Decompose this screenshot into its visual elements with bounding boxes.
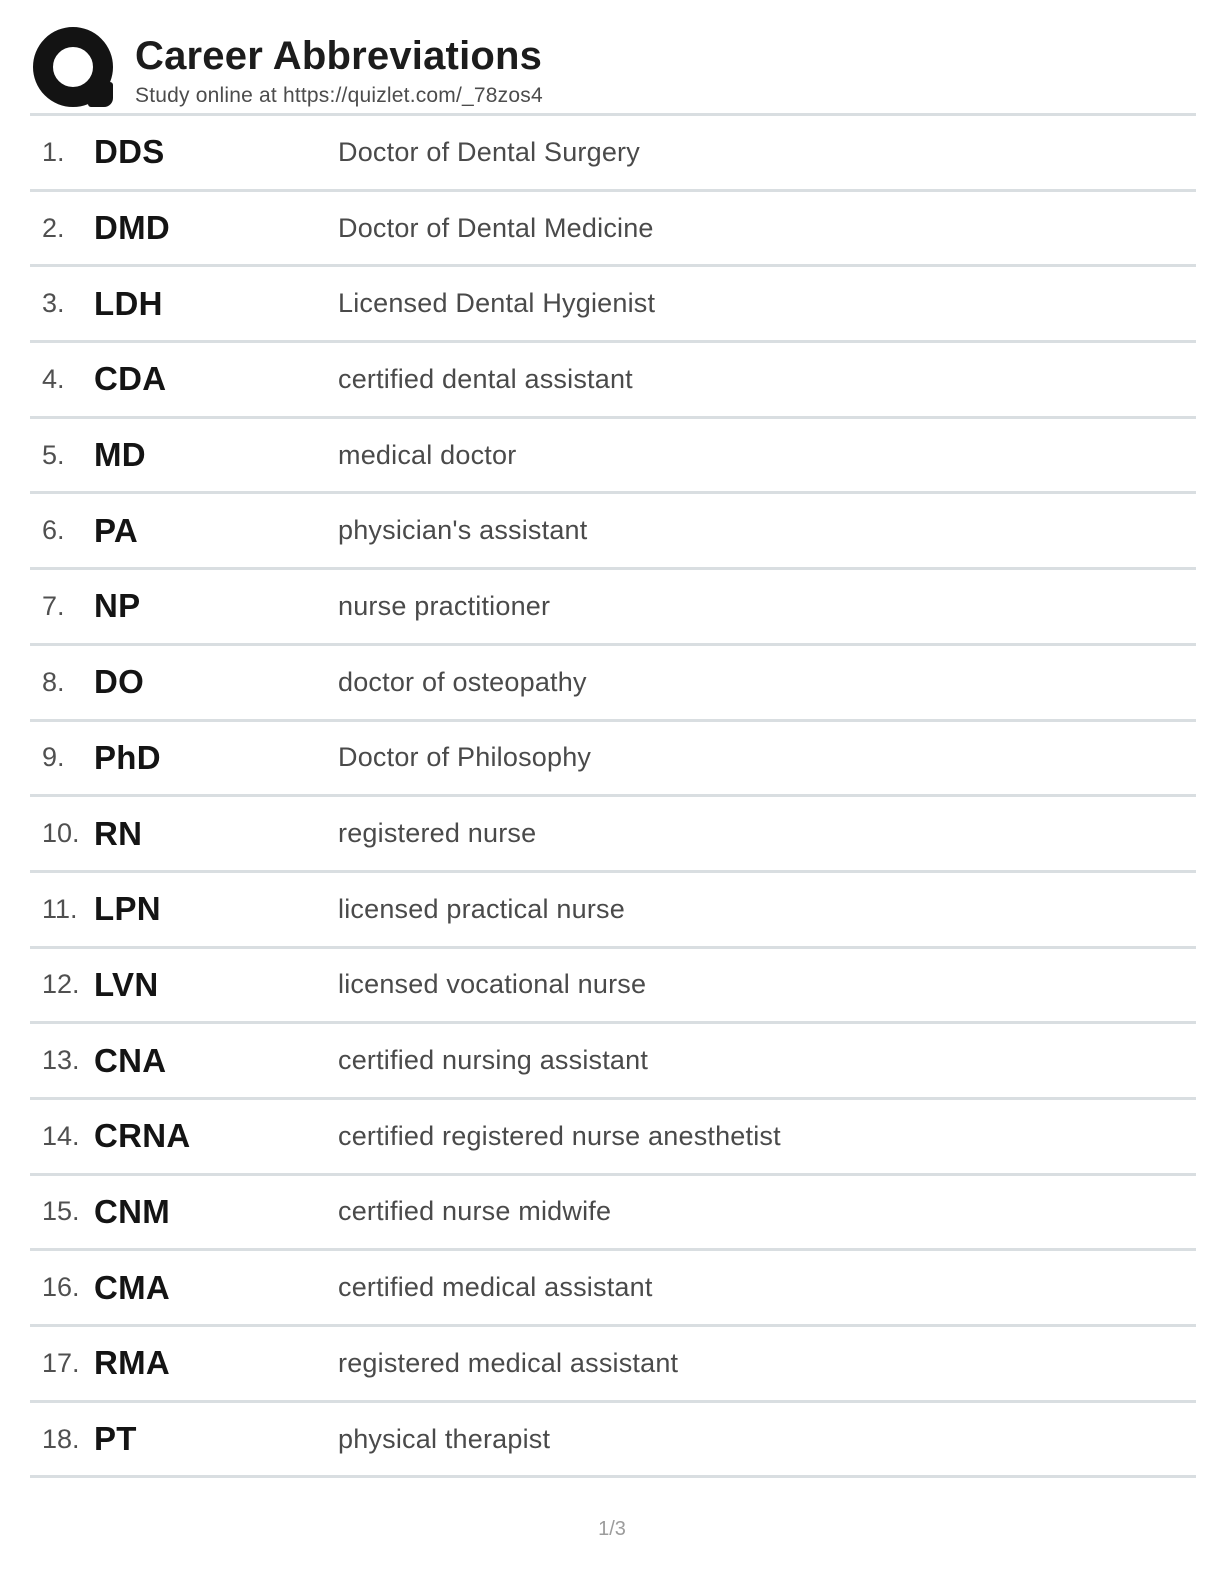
term-number: 5.	[42, 439, 65, 470]
term-abbreviation: CNA	[94, 1041, 167, 1079]
term-definition: certified nurse midwife	[338, 1196, 612, 1227]
term-definition: certified dental assistant	[338, 363, 633, 394]
term-number: 18.	[42, 1423, 80, 1454]
term-definition: certified medical assistant	[338, 1272, 653, 1303]
term-abbreviation: LPN	[94, 890, 161, 928]
term-abbreviation: NP	[94, 587, 141, 625]
term-definition: nurse practitioner	[338, 590, 551, 621]
term-definition: physician's assistant	[338, 515, 588, 546]
term-row	[30, 192, 1196, 268]
term-number: 2.	[42, 212, 65, 243]
term-definition: certified nursing assistant	[338, 1045, 649, 1076]
term-row	[30, 1327, 1196, 1403]
page-title: Career Abbreviations	[135, 34, 543, 78]
term-definition: Doctor of Dental Surgery	[338, 136, 640, 167]
term-definition: Doctor of Dental Medicine	[338, 212, 654, 243]
page-footer	[0, 1518, 1224, 1541]
study-url: Study online at https://quizlet.com/_78zos4	[135, 84, 543, 107]
term-number: 16.	[42, 1272, 80, 1303]
term-row	[30, 797, 1196, 873]
term-number: 7.	[42, 590, 65, 621]
term-abbreviation: DO	[94, 663, 145, 701]
quizlet-q-tail	[88, 82, 113, 107]
page-indicator: 1/3	[598, 1518, 626, 1540]
header-text	[135, 27, 543, 108]
term-row	[30, 1176, 1196, 1252]
quizlet-logo-icon	[33, 27, 113, 107]
term-definition: registered nurse	[338, 818, 537, 849]
term-row	[30, 1100, 1196, 1176]
term-abbreviation: CMA	[94, 1268, 171, 1306]
term-row	[30, 949, 1196, 1025]
term-number: 9.	[42, 742, 65, 773]
term-row	[30, 722, 1196, 798]
term-abbreviation: CDA	[94, 360, 167, 398]
term-number: 14.	[42, 1120, 80, 1151]
term-definition: doctor of osteopathy	[338, 666, 587, 697]
term-abbreviation: LDH	[94, 284, 163, 322]
term-definition: licensed practical nurse	[338, 893, 625, 924]
term-abbreviation: PhD	[94, 738, 161, 776]
term-abbreviation: DMD	[94, 209, 171, 247]
term-definition: licensed vocational nurse	[338, 969, 647, 1000]
term-abbreviation: RN	[94, 814, 143, 852]
term-number: 15.	[42, 1196, 80, 1227]
term-definition: Licensed Dental Hygienist	[338, 288, 656, 319]
term-definition: physical therapist	[338, 1423, 551, 1454]
term-abbreviation: PT	[94, 1420, 137, 1458]
term-row	[30, 343, 1196, 419]
term-number: 13.	[42, 1045, 80, 1076]
term-row	[30, 419, 1196, 495]
term-row	[30, 1024, 1196, 1100]
term-number: 1.	[42, 136, 65, 167]
term-number: 6.	[42, 515, 65, 546]
term-row	[30, 267, 1196, 343]
term-number: 8.	[42, 666, 65, 697]
term-definition: certified registered nurse anesthetist	[338, 1120, 781, 1151]
term-definition: Doctor of Philosophy	[338, 742, 592, 773]
term-abbreviation: CNM	[94, 1192, 171, 1230]
term-abbreviation: MD	[94, 436, 146, 474]
header	[0, 0, 1224, 113]
term-number: 4.	[42, 363, 65, 394]
term-definition: registered medical assistant	[338, 1347, 679, 1378]
term-abbreviation: LVN	[94, 965, 159, 1003]
term-row	[30, 1403, 1196, 1479]
term-number: 12.	[42, 969, 80, 1000]
term-number: 11.	[42, 893, 78, 924]
term-row	[30, 1251, 1196, 1327]
term-abbreviation: PA	[94, 511, 138, 549]
term-number: 3.	[42, 288, 65, 319]
term-list	[30, 113, 1196, 1478]
term-row	[30, 494, 1196, 570]
term-definition: medical doctor	[338, 439, 517, 470]
term-row	[30, 873, 1196, 949]
term-abbreviation: DDS	[94, 133, 165, 171]
term-abbreviation: RMA	[94, 1344, 171, 1382]
term-number: 17.	[42, 1347, 80, 1378]
term-row	[30, 116, 1196, 192]
term-row	[30, 570, 1196, 646]
term-abbreviation: CRNA	[94, 1117, 191, 1155]
term-number: 10.	[42, 818, 80, 849]
term-row	[30, 646, 1196, 722]
